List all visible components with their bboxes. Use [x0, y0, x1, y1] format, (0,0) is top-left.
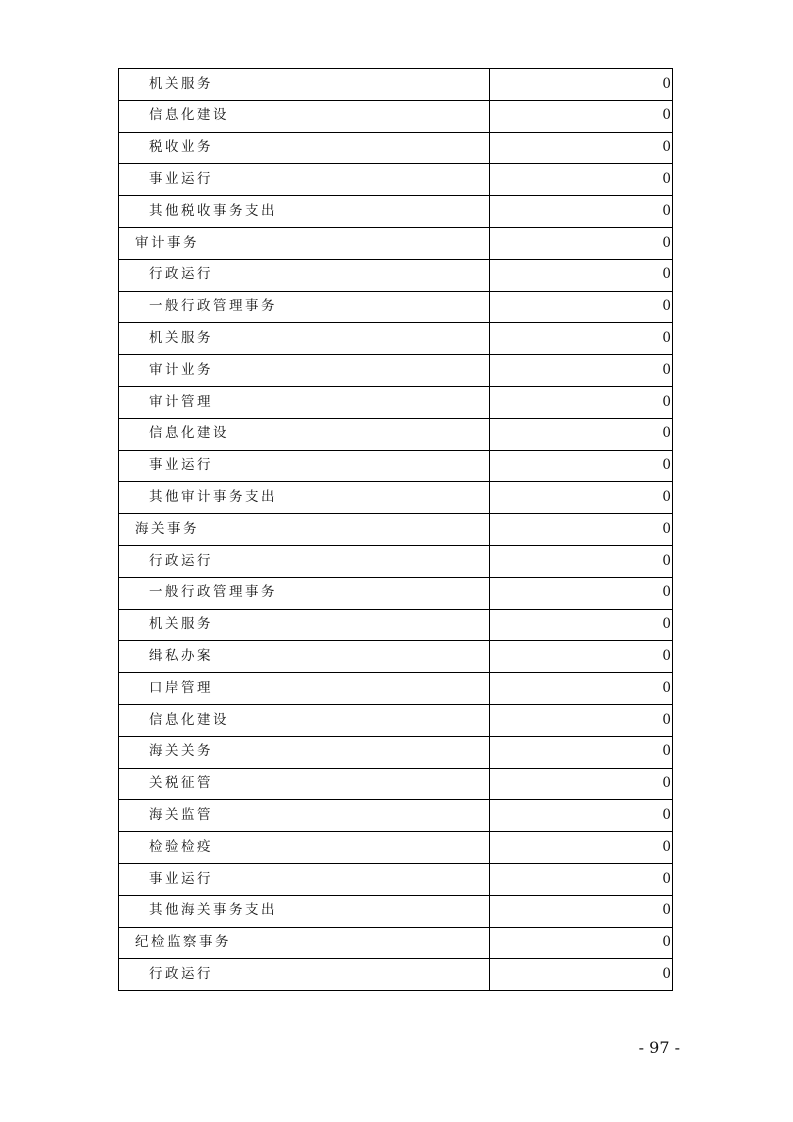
table-row [119, 323, 673, 355]
item-name-cell [119, 736, 490, 768]
item-value: 0 [490, 673, 673, 705]
item-name-cell [119, 482, 490, 514]
item-name: 机关服务 [149, 330, 213, 347]
item-value: 0 [490, 450, 673, 482]
item-name: 海关事务 [135, 520, 199, 537]
item-name: 海关监管 [149, 806, 213, 823]
item-name: 事业运行 [149, 457, 213, 474]
table-row [119, 291, 673, 323]
table-row [119, 673, 673, 705]
table-row [119, 227, 673, 259]
item-value: 0 [490, 609, 673, 641]
table-row [119, 641, 673, 673]
item-value: 0 [490, 227, 673, 259]
table-row [119, 450, 673, 482]
item-value: 0 [490, 291, 673, 323]
table-row [119, 736, 673, 768]
item-name-cell [119, 386, 490, 418]
item-value: 0 [490, 800, 673, 832]
item-value: 0 [490, 736, 673, 768]
item-name: 信息化建设 [149, 711, 229, 728]
table-row [119, 927, 673, 959]
item-name: 其他税收事务支出 [149, 202, 277, 219]
table-row [119, 386, 673, 418]
item-name-cell [119, 704, 490, 736]
item-name: 其他审计事务支出 [149, 489, 277, 505]
item-name: 事业运行 [149, 870, 213, 887]
item-value: 0 [490, 641, 673, 673]
page-number: - 97 - [638, 1038, 680, 1057]
item-name-cell [119, 164, 490, 196]
item-value: 0 [490, 768, 673, 800]
table-body [119, 69, 673, 991]
item-name: 行政运行 [149, 266, 213, 283]
item-name: 审计管理 [149, 393, 213, 410]
item-name: 行政运行 [149, 552, 213, 569]
item-value: 0 [490, 259, 673, 291]
item-value: 0 [490, 514, 673, 546]
item-name: 其他海关事务支出 [149, 902, 277, 919]
table-row [119, 832, 673, 864]
table-row [119, 800, 673, 832]
item-value: 0 [490, 386, 673, 418]
table-row [119, 164, 673, 196]
item-name-cell [119, 895, 490, 927]
table-row [119, 768, 673, 800]
item-name-cell [119, 450, 490, 482]
item-value: 0 [490, 69, 673, 101]
item-name-cell [119, 832, 490, 864]
item-value: 0 [490, 577, 673, 609]
table-row [119, 704, 673, 736]
item-name: 税收业务 [149, 139, 213, 156]
item-value: 0 [490, 355, 673, 387]
item-name-cell [119, 259, 490, 291]
table-row [119, 196, 673, 228]
item-name-cell [119, 545, 490, 577]
table-row [119, 418, 673, 450]
item-name-cell [119, 132, 490, 164]
item-value: 0 [490, 832, 673, 864]
item-value: 0 [490, 959, 673, 991]
item-name: 口岸管理 [149, 679, 213, 696]
item-value: 0 [490, 895, 673, 927]
item-name: 纪检监察事务 [135, 934, 231, 951]
item-value: 0 [490, 196, 673, 228]
item-value: 0 [490, 863, 673, 895]
item-value: 0 [490, 100, 673, 132]
item-name-cell [119, 100, 490, 132]
item-name-cell [119, 514, 490, 546]
table-row [119, 482, 673, 514]
item-name-cell [119, 768, 490, 800]
table-row [119, 609, 673, 641]
table-row [119, 514, 673, 546]
item-value: 0 [490, 545, 673, 577]
item-name: 审计业务 [149, 361, 213, 378]
item-name-cell [119, 959, 490, 991]
item-name: 信息化建设 [149, 107, 229, 124]
item-name-cell [119, 927, 490, 959]
item-value: 0 [490, 482, 673, 514]
table-row [119, 577, 673, 609]
item-name: 事业运行 [149, 171, 213, 188]
item-name-cell [119, 641, 490, 673]
item-name-cell [119, 609, 490, 641]
item-name-cell [119, 418, 490, 450]
item-name-cell [119, 69, 490, 101]
item-value: 0 [490, 164, 673, 196]
item-name: 行政运行 [149, 965, 213, 982]
table-row [119, 863, 673, 895]
item-name-cell [119, 291, 490, 323]
item-name-cell [119, 323, 490, 355]
item-name-cell [119, 577, 490, 609]
table-row [119, 100, 673, 132]
item-name-cell [119, 673, 490, 705]
item-name-cell [119, 227, 490, 259]
table-row [119, 895, 673, 927]
item-name: 关税征管 [149, 775, 213, 792]
item-value: 0 [490, 418, 673, 450]
item-name: 海关关务 [149, 743, 213, 760]
table-row [119, 355, 673, 387]
item-name-cell [119, 863, 490, 895]
item-name: 审计事务 [135, 234, 199, 251]
item-name: 缉私办案 [149, 647, 213, 664]
table-row [119, 132, 673, 164]
table-row [119, 259, 673, 291]
item-name: 信息化建设 [149, 425, 229, 442]
item-name: 机关服务 [149, 75, 213, 92]
budget-table [118, 68, 673, 991]
item-value: 0 [490, 323, 673, 355]
item-name: 检验检疫 [149, 838, 213, 855]
item-name-cell [119, 196, 490, 228]
item-value: 0 [490, 704, 673, 736]
item-name: 一般行政管理事务 [149, 584, 277, 601]
item-name: 一般行政管理事务 [149, 298, 277, 315]
item-name-cell [119, 800, 490, 832]
item-value: 0 [490, 132, 673, 164]
table-row [119, 545, 673, 577]
item-name: 机关服务 [149, 616, 213, 633]
item-value: 0 [490, 927, 673, 959]
table-row [119, 69, 673, 101]
item-name-cell [119, 355, 490, 387]
table-row [119, 959, 673, 991]
